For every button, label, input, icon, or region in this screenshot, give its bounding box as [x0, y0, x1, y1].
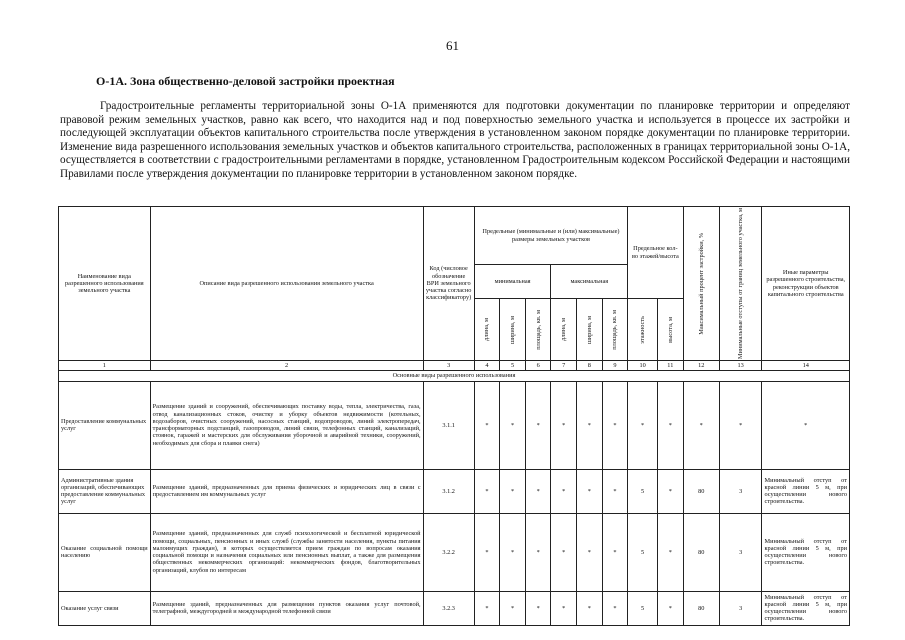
col-header-floors-group: Предельное кол-во этажей/высота	[628, 207, 683, 299]
row-value: 3	[719, 469, 762, 513]
col-header-floors	[628, 299, 658, 361]
row-value: *	[602, 513, 628, 591]
col-header-max-length	[551, 299, 577, 361]
section-row	[59, 371, 850, 381]
row-description: Размещение зданий, предназначенных для служб психологической и бесплатной юридической помощи, социальных, пенсионных и иных служб (службы занятости населения, пункты питания малоимущих граждан), в которых осуществляется прием граждан по вопросам оказания социальной помощи и назначения социальных или пенсионных выплат, а также для размещения общественных некоммерческих организаций: некоммерческих фондов, благотворительных организаций, клубов по интересам	[150, 513, 423, 591]
row-value: *	[500, 513, 526, 591]
row-code: 3.1.1	[423, 381, 474, 469]
col-header-setback	[719, 207, 762, 361]
col-header-height	[658, 299, 684, 361]
row-value: *	[551, 381, 577, 469]
row-value: *	[577, 469, 603, 513]
column-number-row	[59, 361, 850, 371]
column-number: 3	[423, 361, 474, 371]
col-header-max-width-text: ширина, м	[585, 315, 593, 344]
row-value: *	[474, 381, 500, 469]
row-value: *	[474, 591, 500, 625]
col-header-percent	[683, 207, 719, 361]
row-value: *	[683, 381, 719, 469]
col-header-percent-text: Максимальный процент застройки, %	[697, 232, 705, 335]
row-value: 5	[628, 469, 658, 513]
row-name: Предоставление коммунальных услуг	[59, 381, 151, 469]
row-value: *	[500, 381, 526, 469]
row-other: Минимальный отступ от красной линии 5 м, при осуществлении нового строительства.	[762, 513, 850, 591]
column-number: 12	[683, 361, 719, 371]
row-code: 3.1.2	[423, 469, 474, 513]
row-value: *	[658, 381, 684, 469]
row-name: Административные здания организаций, обеспечивающих предоставление коммунальных услуг	[59, 469, 151, 513]
table-row	[59, 513, 850, 591]
col-header-code: Код (числовое обозначение ВРИ земельного участка согласно классификатору)	[423, 207, 474, 361]
col-header-max-width	[577, 299, 603, 361]
column-number: 6	[525, 361, 551, 371]
row-value: 3	[719, 591, 762, 625]
col-header-max: максимальная	[551, 265, 628, 299]
row-other: Минимальный отступ от красной линии 5 м, при осуществлении нового строительства.	[762, 469, 850, 513]
row-value: *	[658, 591, 684, 625]
col-header-max-area-text: площадь, кв. м	[611, 309, 619, 350]
row-value: *	[525, 591, 551, 625]
row-value: 5	[628, 513, 658, 591]
row-other: *	[762, 381, 850, 469]
row-description: Размещение зданий, предназначенных для приема физических и юридических лиц в связи с предоставлением им коммунальных услуг	[150, 469, 423, 513]
row-code: 3.2.3	[423, 591, 474, 625]
col-header-min-length-text: длина, м	[483, 318, 491, 342]
col-header-max-area	[602, 299, 628, 361]
col-header-min-width	[500, 299, 526, 361]
row-value: *	[602, 591, 628, 625]
col-header-floors-text: этажность	[638, 315, 646, 344]
row-value: 3	[719, 513, 762, 591]
row-name: Оказание социальной помощи населению	[59, 513, 151, 591]
col-header-min-area-text: площадь, кв. м	[534, 309, 542, 350]
row-value: *	[719, 381, 762, 469]
row-value: *	[602, 381, 628, 469]
col-header-name: Наименование вида разрешенного использования земельного участка	[59, 207, 151, 361]
col-header-min: минимальная	[474, 265, 551, 299]
row-value: *	[628, 381, 658, 469]
column-number: 7	[551, 361, 577, 371]
row-value: *	[551, 469, 577, 513]
row-value: 5	[628, 591, 658, 625]
col-header-min-width-text: ширина, м	[508, 315, 516, 344]
row-value: *	[474, 513, 500, 591]
row-value: *	[577, 381, 603, 469]
row-value: *	[551, 513, 577, 591]
row-value: *	[551, 591, 577, 625]
intro-paragraph: Градостроительные регламенты территориальной зоны О-1А применяются для подготовки документации по планировке территории и определяют правовой режим земельных участков, равно как всего, что находится над и под поверхностью земельного участка и используется в процессе их застройки и последующей эксплуатации объектов капитального строительства после утверждения в установленном законом порядке документации по планировке территории. Изменение вида разрешенного использования земельных участков и объектов капитального строительства, расположенных в границах территориальной зоны О-1А, осуществляется в соответствии с градостроительными регламентами в порядке, установленном Градостроительным кодексом Российской Федерации и настоящими Правилами после утверждения документации по планировке территории в установленном законом порядке.	[60, 100, 850, 180]
row-value: *	[658, 469, 684, 513]
row-value: 80	[683, 591, 719, 625]
col-header-setback-text: Минимальные отступы от границ земельного участка, м	[737, 208, 745, 360]
row-value: *	[474, 469, 500, 513]
col-header-max-length-text: длина, м	[560, 318, 568, 342]
row-value: 80	[683, 513, 719, 591]
row-description: Размещение зданий, предназначенных для размещения пунктов оказания услуг почтовой, телеграфной, междугородней и международной телефонной связи	[150, 591, 423, 625]
page-number: 61	[446, 38, 459, 53]
col-header-height-text: высота, м	[666, 316, 674, 343]
column-number: 5	[500, 361, 526, 371]
row-value: *	[658, 513, 684, 591]
row-name: Оказание услуг связи	[59, 591, 151, 625]
table-row	[59, 381, 850, 469]
column-number: 9	[602, 361, 628, 371]
column-number: 4	[474, 361, 500, 371]
row-value: *	[500, 591, 526, 625]
column-number: 2	[150, 361, 423, 371]
row-description: Размещение зданий и сооружений, обеспечивающих поставку воды, тепла, электричества, газа, отвод канализационных стоков, очистку и уборку объектов недвижимости (котельных, водозаборов, очистных сооружений, насосных станций, водопроводов, линий электропередач, трансформаторных подстанций, газопроводов, линий связи, телефонных станций, канализаций, стоянок, гаражей и мастерских для обслуживания уборочной и аварийной техники, сооружений, необходимых для сбора и плавки снега)	[150, 381, 423, 469]
row-other: Минимальный отступ от красной линии 5 м, при осуществлении нового строительства.	[762, 591, 850, 625]
row-value: *	[577, 513, 603, 591]
col-header-sizes: Предельные (минимальные и (или) максимальные) размеры земельных участков	[474, 207, 627, 265]
row-value: *	[525, 513, 551, 591]
row-value: *	[525, 469, 551, 513]
column-number: 10	[628, 361, 658, 371]
column-number: 13	[719, 361, 762, 371]
table-row	[59, 591, 850, 625]
row-value: *	[500, 469, 526, 513]
header-row-1	[59, 207, 850, 265]
regulations-table	[58, 206, 850, 626]
column-number: 14	[762, 361, 850, 371]
section-title: О-1А. Зона общественно-деловой застройки проектная	[96, 74, 395, 88]
row-value: *	[602, 469, 628, 513]
table-row	[59, 469, 850, 513]
row-value: *	[525, 381, 551, 469]
column-number: 11	[658, 361, 684, 371]
col-header-desc: Описание вида разрешенного использования земельного участка	[150, 207, 423, 361]
column-number: 8	[577, 361, 603, 371]
row-code: 3.2.2	[423, 513, 474, 591]
col-header-min-length	[474, 299, 500, 361]
row-value: 80	[683, 469, 719, 513]
row-value: *	[577, 591, 603, 625]
column-number: 1	[59, 361, 151, 371]
col-header-other: Иные параметры разрешенного строительства, реконструкции объектов капитального строительства	[762, 207, 850, 361]
col-header-min-area	[525, 299, 551, 361]
section-label: Основные виды разрешенного использования	[59, 371, 850, 381]
